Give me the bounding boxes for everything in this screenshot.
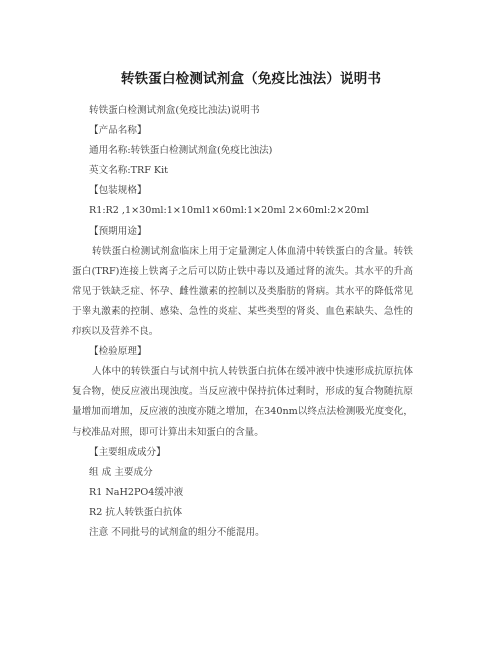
section-heading-package-spec: 【包装规格】 — [89, 185, 147, 197]
section-heading-components: 【主要组成成分】 — [89, 446, 166, 458]
components-header: 组 成 主要成分 — [89, 466, 153, 478]
principle-paragraph: 人体中的转铁蛋白与试剂中抗人转铁蛋白抗体在缓冲液中快速形成抗原抗体复合物，使反应液出现浊度。当反应液中保持抗体过剩时，形成的复合物随抗原量增加而增加，反应液的浊度亦随之增加，在340nm以终点法检测吸光度变化，与校准品对照，即可计算出未知蛋白的含量。 — [72, 366, 413, 438]
component-r1: R1 NaH2PO4缓冲液 — [89, 486, 184, 498]
common-name: 通用名称:转铁蛋白检测试剂盒(免疫比浊法) — [89, 145, 273, 157]
section-heading-principle: 【检验原理】 — [89, 346, 147, 358]
component-r2: R2 抗人转铁蛋白抗体 — [89, 506, 183, 518]
section-heading-product-name: 【产品名称】 — [89, 125, 147, 137]
section-heading-intended-use: 【预期用途】 — [89, 225, 147, 237]
intended-use-paragraph: 转铁蛋白检测试剂盒临床上用于定量测定人体血清中转铁蛋白的含量。转铁蛋白(TRF)连接上铁离子之后可以防止铁中毒以及通过肾的流失。其水平的升高常见于铁缺乏症、怀孕、雌性激素的控制以及类脂肪的肾病。其水平的降低常见于睾丸激素的控制、感染、急性的炎症、某些类型的肾炎、血色素缺失、急性的疖疾以及营养不良。 — [72, 245, 413, 338]
document-body — [72, 101, 413, 543]
subtitle: 转铁蛋白检测试剂盒(免疫比浊法)说明书 — [89, 105, 260, 116]
document-title: 转铁蛋白检测试剂盒（免疫比浊法）说明书 — [120, 71, 382, 87]
components-note: 注意 不同批号的试剂盒的组分不能混用。 — [89, 526, 265, 538]
english-name: 英文名称:TRF Kit — [89, 165, 169, 177]
package-spec: R1:R2 ,1×30ml:1×10ml1×60ml:1×20ml 2×60ml:2×20ml — [89, 205, 369, 217]
